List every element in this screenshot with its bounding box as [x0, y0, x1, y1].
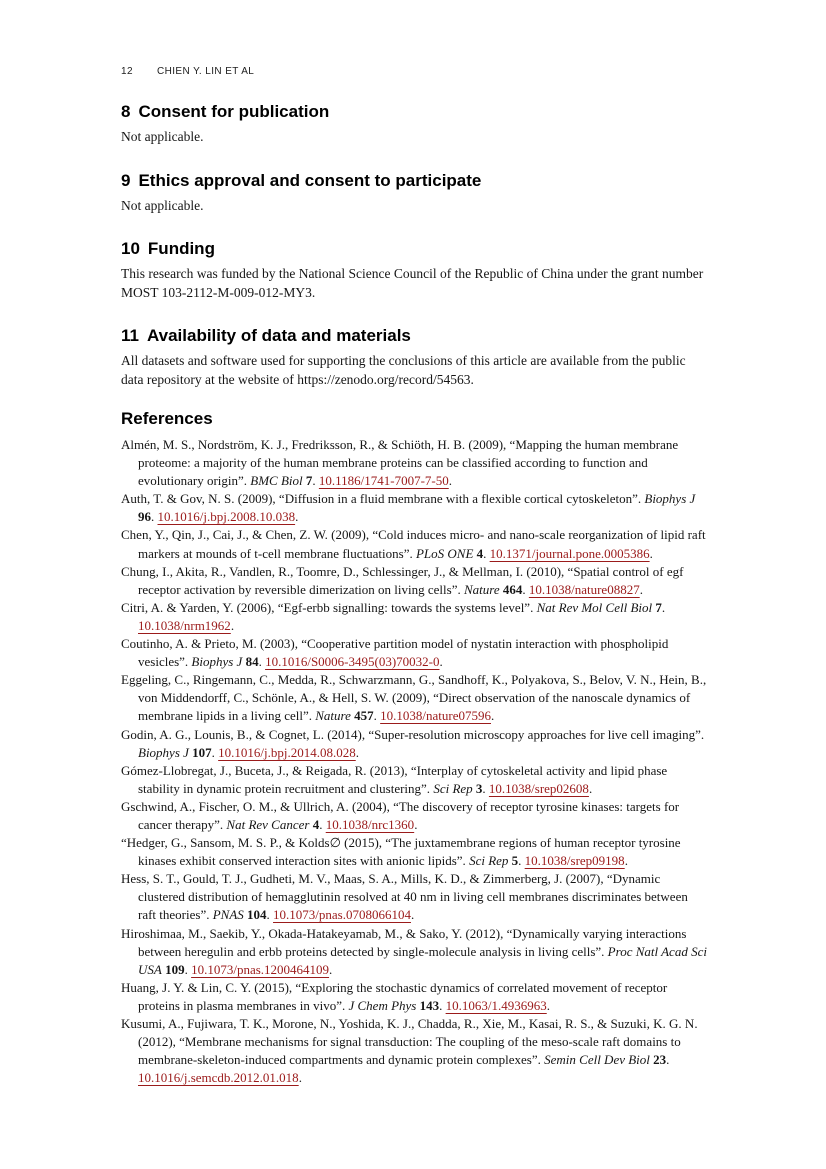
journal-name: PLoS ONE — [415, 545, 474, 561]
volume-number: 104 — [243, 907, 267, 923]
reference-entry: Hiroshimaa, M., Saekib, Y., Okada-Hatakeyamab, M., & Sako, Y. (2012), “Dynamically varying interactions between heregulin and erbb proteins detected by single-molecule analysis in living cells”. Proc Natl Acad Sci USA 109. 10.1073/pnas.1200464109. — [121, 925, 707, 977]
section-title: Funding — [147, 239, 215, 258]
journal-name: J Chem Phys — [348, 997, 417, 1013]
section-ethics — [121, 170, 707, 216]
journal-name: Biophys J — [644, 491, 696, 507]
reference-text: Almén, M. S., Nordström, K. J., Fredriksson, R., & Schiöth, H. B. (2009), “Mapping the human membrane proteome: a majority of the human membrane proteins can be classified according to function and evolutionary origin”. — [121, 437, 679, 489]
volume-number: 457 — [350, 708, 374, 724]
reference-entry: “Hedger, G., Sansom, M. S. P., & Kolds∅ (2015), “The juxtamembrane regions of human receptor tyrosine kinases exhibit conserved interaction sites with anionic lipids”. Sci Rep 5. 10.1038/srep09198. — [121, 835, 681, 869]
doi-link[interactable]: 10.1038/nature08827 — [528, 581, 640, 597]
section-body: Not applicable. — [121, 197, 204, 213]
section-heading — [121, 238, 707, 259]
reference-text: Huang, J. Y. & Lin, C. Y. (2015), “Exploring the stochastic dynamics of correlated movement of receptor proteins in plasma membranes in vivo”. — [121, 979, 668, 1013]
journal-name: Biophys J — [138, 744, 189, 760]
volume-number: 7 — [652, 599, 662, 615]
section-heading — [121, 325, 707, 346]
doi-link[interactable]: 10.1016/j.bpj.2014.08.028 — [218, 744, 356, 760]
reference-text: Gómez-Llobregat, J., Buceta, J., & Reigada, R. (2013), “Interplay of cytoskeletal activity and lipid phase stability in dynamic protein recruitment and clustering”. — [121, 762, 668, 796]
volume-number: 464 — [499, 581, 523, 597]
journal-name: BMC Biol — [250, 473, 303, 489]
section-heading — [121, 170, 707, 191]
volume-number: 109 — [161, 961, 185, 977]
section-title: Ethics approval and consent to participate — [138, 170, 482, 190]
running-head — [121, 66, 707, 78]
doi-link[interactable]: 10.1038/nrc1360 — [325, 816, 415, 832]
section-body: All datasets and software used for supporting the conclusions of this article are available from the public data repository at the website of https://zenodo.org/record/54563. — [121, 353, 686, 387]
references-heading: References — [121, 409, 213, 428]
doi-link[interactable]: 10.1016/j.bpj.2008.10.038 — [157, 509, 296, 525]
doi-link[interactable]: 10.1038/srep09198 — [524, 853, 625, 869]
doi-link[interactable]: 10.1073/pnas.0708066104 — [273, 907, 411, 923]
section-title: Consent for publication — [138, 102, 330, 121]
running-title: CHIEN Y. LIN ET AL — [157, 66, 255, 77]
reference-text: Chen, Y., Qin, J., Cai, J., & Chen, Z. W. (2009), “Cold induces micro- and nano-scale reorganization of lipid raft markers at mounds of t-cell membrane fluctuations”. — [121, 527, 706, 561]
volume-number: 4 — [473, 545, 484, 561]
journal-name: Proc Natl Acad Sci USA — [138, 943, 707, 977]
section-body: This research was funded by the National Science Council of the Republic of China under the grant number MOST 103-2112-M-009-012-MY3. — [121, 266, 704, 300]
volume-number: 3 — [472, 780, 483, 796]
reference-text: “Hedger, G., Sansom, M. S. P., & Kolds∅ (2015), “The juxtamembrane regions of human receptor tyrosine kinases exhibit conserved interaction sites with anionic lipids”. — [121, 835, 681, 869]
reference-entry: Eggeling, C., Ringemann, C., Medda, R., Schwarzmann, G., Sandhoff, K., Polyakova, S., Belov, V. N., Hein, B., von Middendorff, C., Schönle, A., & Hell, S. W. (2009), “Direct observation of the nanoscale dynamics of membrane lipids in a living cell”. Nature 457. 10.1038/nature07596. — [121, 672, 707, 724]
section-availability — [121, 325, 707, 389]
volume-number: 143 — [416, 997, 440, 1013]
journal-name: Nat Rev Mol Cell Biol — [536, 599, 653, 615]
reference-entry: Auth, T. & Gov, N. S. (2009), “Diffusion in a fluid membrane with a flexible cortical cytoskeleton”. Biophys J 96. 10.1016/j.bpj.2008.10.038. — [121, 491, 696, 525]
page-content — [121, 66, 707, 1087]
reference-entry: Gómez-Llobregat, J., Buceta, J., & Reigada, R. (2013), “Interplay of cytoskeletal activity and lipid phase stability in dynamic protein recruitment and clustering”. Sci Rep 3. 10.1038/srep02608. — [121, 762, 668, 796]
journal-name: Biophys J — [191, 654, 243, 670]
doi-link[interactable]: 10.1371/journal.pone.0005386 — [489, 545, 650, 561]
doi-link[interactable]: 10.1016/j.semcdb.2012.01.018 — [138, 1070, 299, 1086]
reference-entry: Chen, Y., Qin, J., Cai, J., & Chen, Z. W. (2009), “Cold induces micro- and nano-scale reorganization of lipid raft markers at mounds of t-cell membrane fluctuations”. PLoS ONE 4. 10.1371/journal.pone.0005386. — [121, 527, 706, 561]
reference-text: Chung, I., Akita, R., Vandlen, R., Toomre, D., Schlessinger, J., & Mellman, I. (2010), “Spatial control of egf receptor activation by reversible dimerization on living cells”. — [121, 563, 684, 597]
journal-name: Nat Rev Cancer — [226, 816, 310, 832]
reference-text: Citri, A. & Yarden, Y. (2006), “Egf-erbb signalling: towards the systems level”. — [121, 599, 537, 615]
reference-entry: Huang, J. Y. & Lin, C. Y. (2015), “Exploring the stochastic dynamics of correlated movement of receptor proteins in plasma membranes in vivo”. J Chem Phys 143. 10.1063/1.4936963. — [121, 979, 668, 1013]
doi-link[interactable]: 10.1038/nature07596 — [380, 708, 491, 724]
volume-number: 7 — [302, 473, 313, 489]
journal-name: Sci Rep — [469, 853, 509, 869]
section-number: 9 — [121, 170, 131, 190]
doi-link[interactable]: 10.1073/pnas.1200464109 — [191, 961, 330, 977]
section-number: 11 — [121, 326, 139, 345]
volume-number: 5 — [508, 853, 519, 869]
reference-text: Hiroshimaa, M., Saekib, Y., Okada-Hatakeyamab, M., & Sako, Y. (2012), “Dynamically varying interactions between heregulin and erbb proteins detected by single-molecule analysis in living cells”. — [121, 925, 687, 959]
section-body: Not applicable. — [121, 129, 204, 144]
reference-entry: Kusumi, A., Fujiwara, T. K., Morone, N., Yoshida, K. J., Chadda, R., Xie, M., Kasai, R. S., & Suzuki, K. G. N. (2012), “Membrane mechanisms for signal transduction: The coupling of the meso-scale raft domains to membrane-skeleton-induced compartments and dynamic protein complexes”. Semin Cell Dev Biol 23. 10.1016/j.semcdb.2012.01.018. — [121, 1016, 698, 1086]
doi-link[interactable]: 10.1186/1741-7007-7-50 — [318, 473, 449, 489]
section-consent — [121, 101, 707, 147]
section-number: 10 — [121, 239, 140, 258]
references-list — [121, 436, 707, 1087]
doi-link[interactable]: 10.1038/srep02608 — [488, 780, 589, 796]
reference-entry: Godin, A. G., Lounis, B., & Cognet, L. (2014), “Super-resolution microscopy approaches for live cell imaging”. Biophys J 107. 10.1016/j.bpj.2014.08.028. — [121, 726, 705, 760]
doi-link[interactable]: 10.1063/1.4936963 — [445, 997, 547, 1013]
reference-entry: Citri, A. & Yarden, Y. (2006), “Egf-erbb signalling: towards the systems level”. Nat Rev Mol Cell Biol 7. 10.1038/nrm1962. — [121, 599, 666, 633]
reference-entry: Gschwind, A., Fischer, O. M., & Ullrich, A. (2004), “The discovery of receptor tyrosine kinases: targets for cancer therapy”. Nat Rev Cancer 4. 10.1038/nrc1360. — [121, 798, 680, 832]
journal-name: Nature — [315, 708, 351, 724]
section-number: 8 — [121, 102, 131, 121]
section-funding — [121, 238, 707, 302]
reference-text: Hess, S. T., Gould, T. J., Gudheti, M. V., Maas, S. A., Mills, K. D., & Zimmerberg, J. (2007), “Dynamic clustered distribution of hemagglutinin resolved at 40 nm in living cell membranes discriminates between raft theories”. — [121, 871, 688, 923]
reference-text: Gschwind, A., Fischer, O. M., & Ullrich, A. (2004), “The discovery of receptor tyrosine kinases: targets for cancer therapy”. — [121, 798, 680, 832]
volume-number: 23 — [649, 1052, 667, 1068]
journal-name: Sci Rep — [433, 780, 473, 796]
section-heading — [121, 101, 707, 122]
reference-entry: Chung, I., Akita, R., Vandlen, R., Toomre, D., Schlessinger, J., & Mellman, I. (2010), “Spatial control of egf receptor activation by reversible dimerization on living cells”. Nature 464. 10.1038/nature08827. — [121, 563, 684, 597]
volume-number: 107 — [188, 744, 212, 760]
volume-number: 84 — [242, 654, 259, 670]
reference-text: Eggeling, C., Ringemann, C., Medda, R., Schwarzmann, G., Sandhoff, K., Polyakova, S., Belov, V. N., Hein, B., von Middendorff, C., Schönle, A., & Hell, S. W. (2009), “Direct observation of the nanoscale dynamics of membrane lipids in a living cell”. — [121, 672, 707, 724]
reference-text: Coutinho, A. & Prieto, M. (2003), “Cooperative partition model of nystatin interaction with phospholipid vesicles”. — [121, 636, 669, 670]
reference-entry: Coutinho, A. & Prieto, M. (2003), “Cooperative partition model of nystatin interaction with phospholipid vesicles”. Biophys J 84. 10.1016/S0006-3495(03)70032-0. — [121, 636, 669, 670]
reference-text: Godin, A. G., Lounis, B., & Cognet, L. (2014), “Super-resolution microscopy approaches for live cell imaging”. — [121, 726, 705, 742]
section-title: Availability of data and materials — [146, 326, 411, 345]
page-number: 12 — [121, 66, 133, 77]
journal-name: Nature — [463, 581, 500, 597]
reference-text: Kusumi, A., Fujiwara, T. K., Morone, N., Yoshida, K. J., Chadda, R., Xie, M., Kasai, R. S., & Suzuki, K. G. N. (2012), “Membrane mechanisms for signal transduction: The coupling of the meso-scale raft domains to membrane-skeleton-induced compartments and dynamic protein complexes”. — [121, 1016, 698, 1068]
doi-link[interactable]: 10.1038/nrm1962 — [138, 617, 231, 633]
journal-name: PNAS — [212, 907, 244, 923]
reference-entry: Hess, S. T., Gould, T. J., Gudheti, M. V., Maas, S. A., Mills, K. D., & Zimmerberg, J. (2007), “Dynamic clustered distribution of hemagglutinin resolved at 40 nm in living cell membranes discriminates between raft theories”. PNAS 104. 10.1073/pnas.0708066104. — [121, 871, 688, 923]
volume-number: 4 — [309, 816, 320, 832]
reference-entry: Almén, M. S., Nordström, K. J., Fredriksson, R., & Schiöth, H. B. (2009), “Mapping the human membrane proteome: a majority of the human membrane proteins can be classified according to function and evolutionary origin”. BMC Biol 7. 10.1186/1741-7007-7-50. — [121, 437, 679, 489]
doi-link[interactable]: 10.1016/S0006-3495(03)70032-0 — [265, 654, 440, 670]
reference-text: Auth, T. & Gov, N. S. (2009), “Diffusion in a fluid membrane with a flexible cortical cytoskeleton”. — [121, 491, 645, 507]
volume-number: 96 — [138, 509, 151, 525]
journal-name: Semin Cell Dev Biol — [544, 1052, 650, 1068]
